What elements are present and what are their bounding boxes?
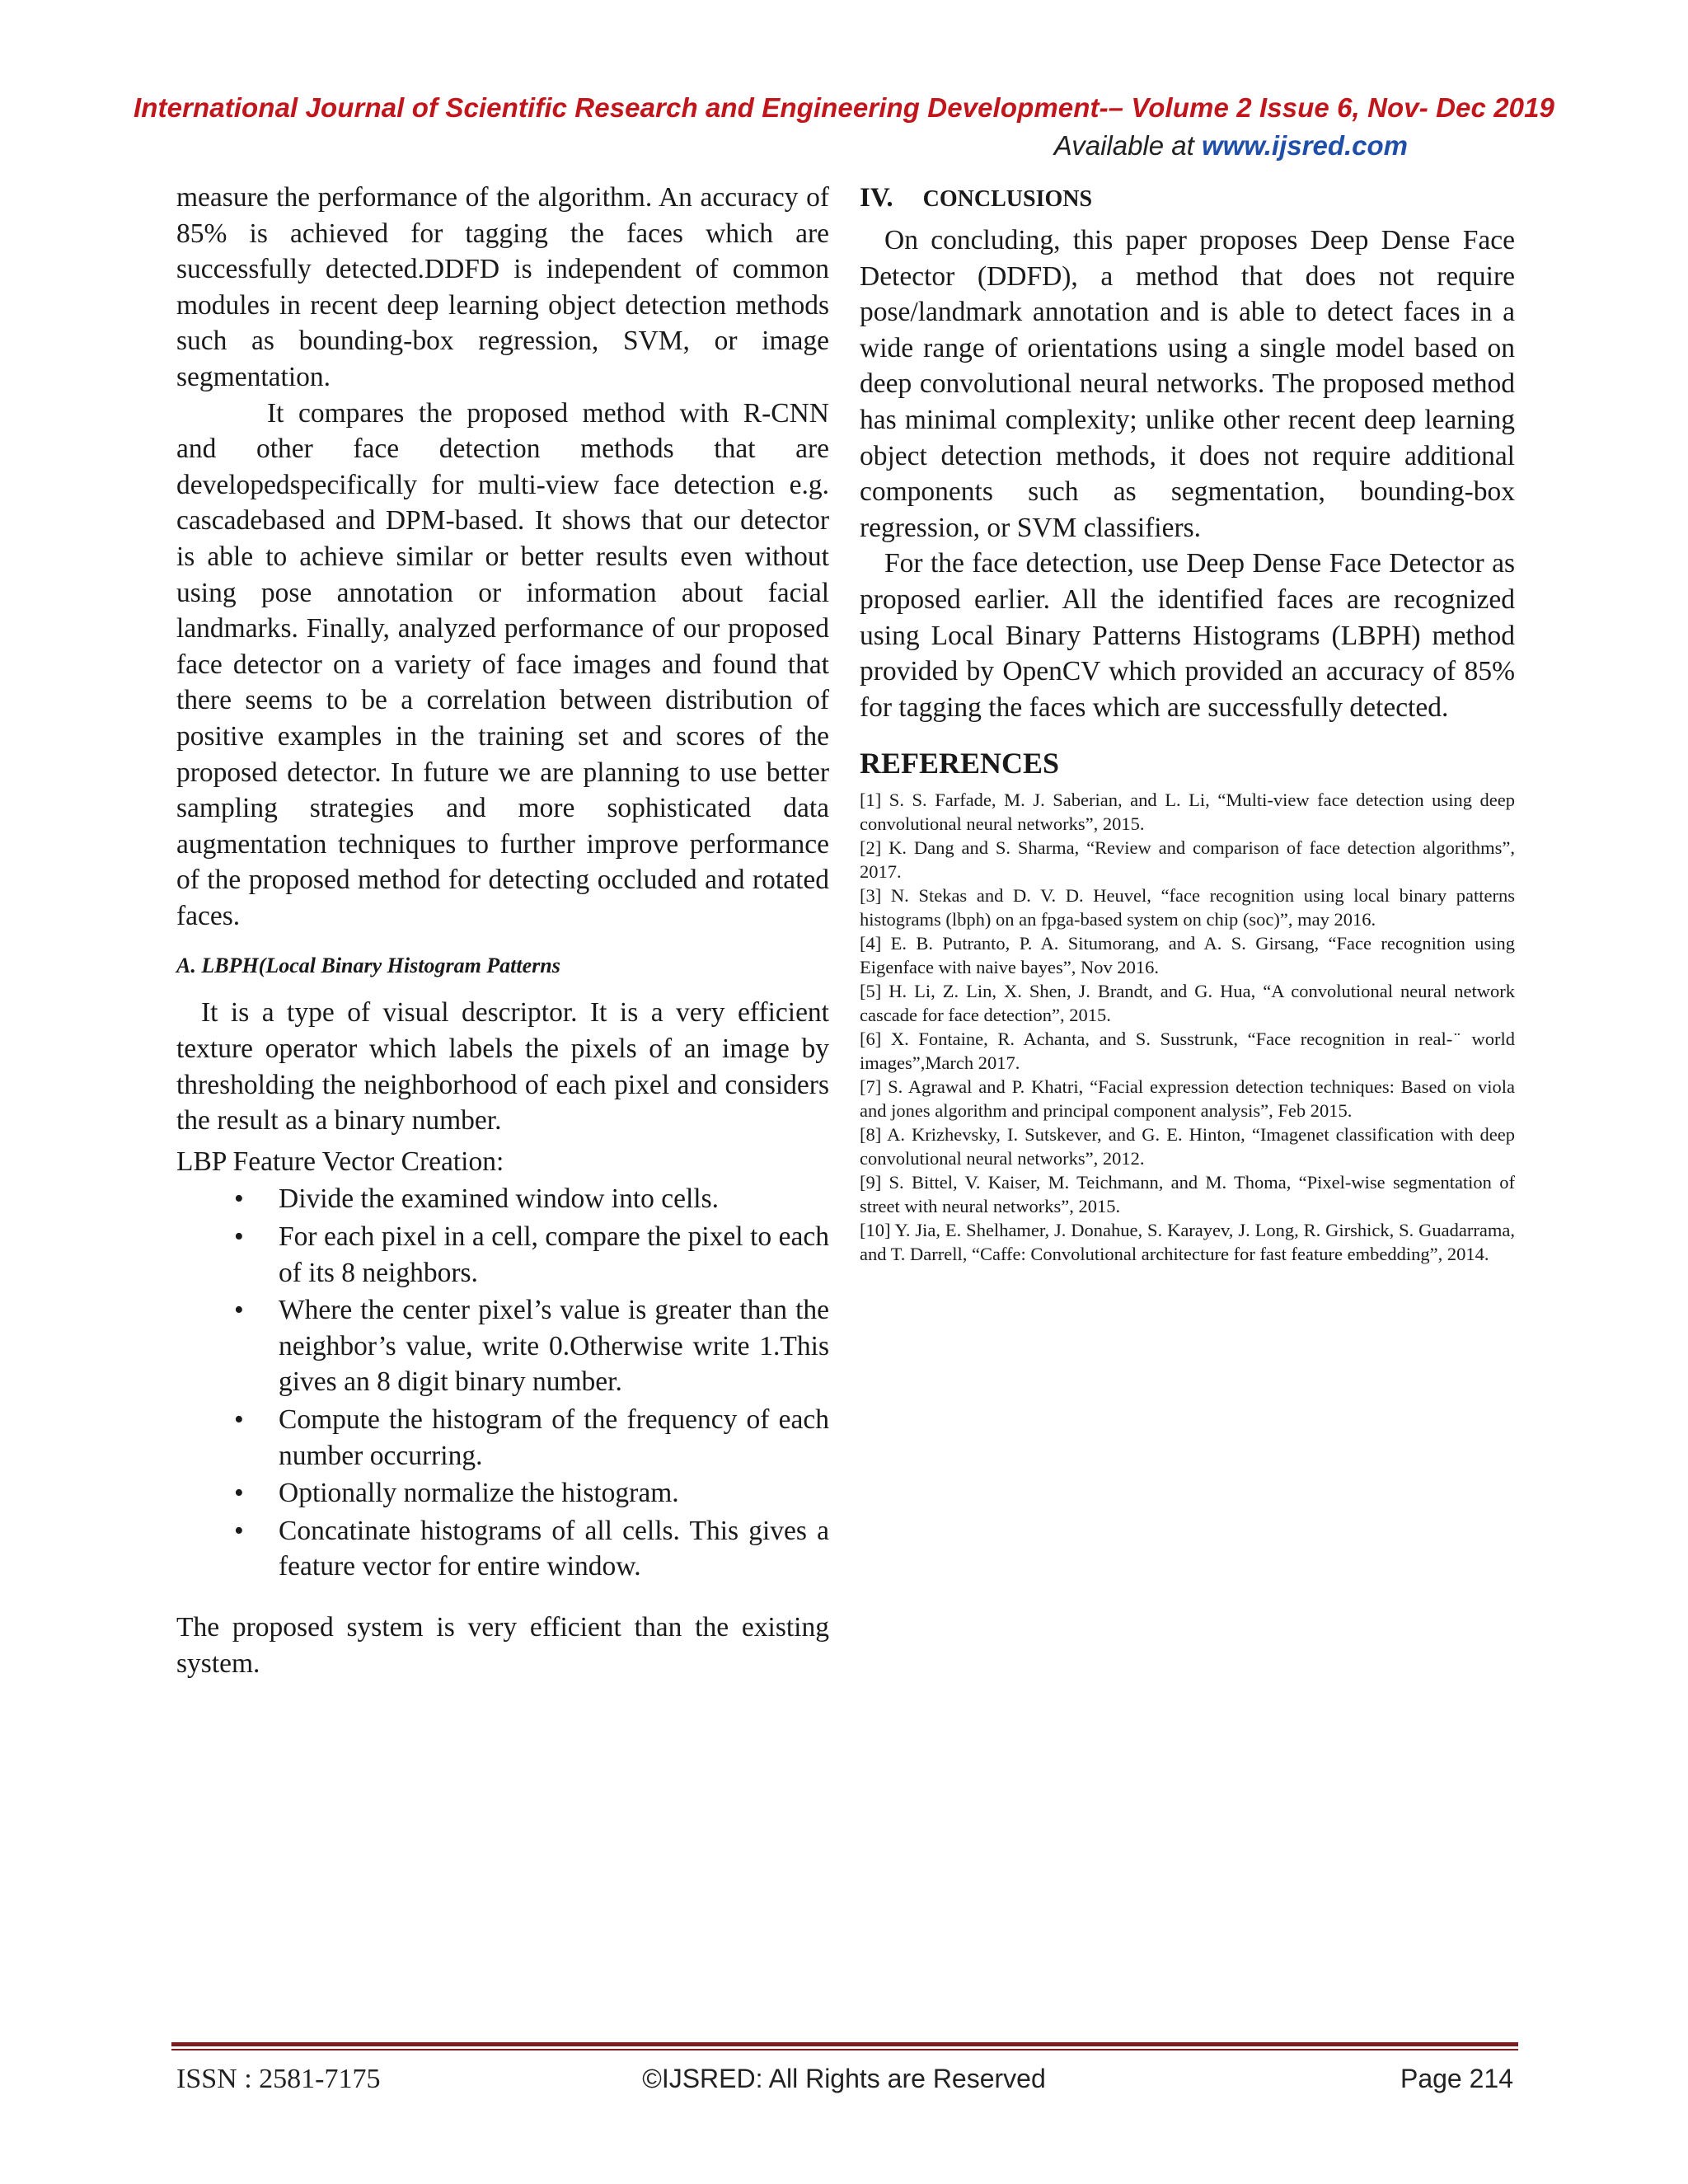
lbp-feature-title: LBP Feature Vector Creation: [176, 1146, 504, 1177]
paragraph-efficiency: The proposed system is very efficient than the existing system. [176, 1611, 829, 1679]
paragraph-comparison: It compares the proposed method with R-CNN and other face detection methods that are developedspecifically for multi-view face detection e.g. cascadebased and DPM-based. It shows that our detector is able to achieve similar or better results even without using pose annotation or information about facial landmarks. Finally, analyzed performance of our proposed face detector on a variety of face images and found that there seems to be a correlation between distribution of positive examples in the training set and scores of the proposed detector. In future we are planning to use better sampling strategies and more sophisticated data augmentation techniques to further improve performance of the proposed method for detecting occluded and rotated faces. [176, 397, 829, 931]
lbp-steps-list [234, 1181, 829, 1585]
section-title: CONCLUSIONS [922, 186, 1093, 212]
reference-item: [10] Y. Jia, E. Shelhamer, J. Donahue, S. Karayev, J. Long, R. Girshick, S. Guadarrama, and T. Darrell, “Caffe: Convolutional architecture for fast feature embedding”, 2014. [860, 1220, 1515, 1265]
reference-item: [3] N. Stekas and D. V. D. Heuvel, “face recognition using local binary patterns histograms (lbph) on an fpga-based system on chip (soc)”, may 2016. [860, 885, 1515, 930]
bullet-icon: • [234, 1515, 244, 1546]
footer-issn: ISSN : 2581-7175 [176, 2064, 381, 2094]
list-item: • Compute the histogram of the frequency of each number occurring. [234, 1402, 829, 1474]
reference-item: [9] S. Bittel, V. Kaiser, M. Teichmann, and M. Thoma, “Pixel-wise segmentation of street with neural networks”, 2015. [860, 1172, 1515, 1217]
bullet-icon: • [234, 1404, 244, 1435]
reference-item: [5] H. Li, Z. Lin, X. Shen, J. Brandt, and G. Hua, “A convolutional neural network cascade for face detection”, 2015. [860, 981, 1515, 1026]
available-prefix: Available at [1053, 130, 1202, 161]
bullet-icon: • [234, 1295, 244, 1326]
subsection-heading-lbph: A. LBPH(Local Binary Histogram Patterns [176, 954, 560, 978]
footer-rights: ©IJSRED: All Rights are Reserved [642, 2064, 1046, 2093]
list-item: • Optionally normalize the histogram. [234, 1475, 829, 1511]
paragraph-face-detection: For the face detection, use Deep Dense Face Detector as proposed earlier. All the identified faces are recognized using Local Binary Patterns Histograms (LBPH) method provided by OpenCV which provided an accuracy of 85% for tagging the faces which are successfully detected. [860, 548, 1515, 723]
reference-item: [1] S. S. Farfade, M. J. Saberian, and L. Li, “Multi-view face detection using deep convolutional neural networks”, 2015. [860, 790, 1515, 835]
left-column [176, 180, 829, 1681]
bullet-icon: • [234, 1478, 244, 1509]
availability-line [1054, 130, 1408, 162]
journal-website-link[interactable]: www.ijsred.com [1201, 130, 1408, 161]
right-column [860, 180, 1515, 1266]
reference-item: [6] X. Fontaine, R. Achanta, and S. Susstrunk, “Face recognition in real- ̈ world images”,March 2017. [860, 1029, 1515, 1074]
journal-header: International Journal of Scientific Research and Engineering Development-– Volume 2 Issue 6, Nov- Dec 2019 [133, 92, 1555, 123]
paragraph-lbp-descriptor: It is a type of visual descriptor. It is a very efficient texture operator which labels the pixels of an image by thresholding the neighborhood of each pixel and considers the result as a binary number. [176, 997, 829, 1137]
paragraph-conclusion: On concluding, this paper proposes Deep Dense Face Detector (DDFD), a method that does not require pose/landmark annotation and is able to detect faces in a wide range of orientations using a single model based on deep convolutional neural networks. The proposed method has minimal complexity; unlike other recent deep learning object detection methods, it does not require additional components such as segmentation, bounding-box regression, or SVM classifiers. [860, 225, 1515, 543]
list-item: • Where the center pixel’s value is greater than the neighbor’s value, write 0.Otherwise write 1.This gives an 8 digit binary number. [234, 1292, 829, 1400]
bullet-icon: • [234, 1183, 244, 1215]
footer-divider [171, 2042, 1518, 2046]
footer-page-number: Page 214 [1400, 2064, 1513, 2093]
reference-item: [4] E. B. Putranto, P. A. Situmorang, and A. S. Girsang, “Face recognition using Eigenface with naive bayes”, Nov 2016. [860, 933, 1515, 978]
list-item: • For each pixel in a cell, compare the pixel to each of its 8 neighbors. [234, 1219, 829, 1291]
reference-item: [7] S. Agrawal and P. Khatri, “Facial expression detection techniques: Based on viola and jones algorithm and principal component analysis”, Feb 2015. [860, 1076, 1515, 1122]
section-heading-conclusions [860, 180, 1515, 221]
bullet-icon: • [234, 1221, 244, 1253]
paragraph-performance: measure the performance of the algorithm. An accuracy of 85% is achieved for tagging the faces which are successfully detected.DDFD is independent of common modules in recent deep learning object detection methods such as bounding-box regression, SVM, or image segmentation. [176, 182, 829, 392]
list-item: • Concatinate histograms of all cells. This gives a feature vector for entire window. [234, 1513, 829, 1585]
reference-item: [2] K. Dang and S. Sharma, “Review and comparison of face detection algorithms”, 2017. [860, 837, 1515, 883]
references-heading: REFERENCES [860, 747, 1060, 780]
reference-item: [8] A. Krizhevsky, I. Sutskever, and G. E. Hinton, “Imagenet classification with deep convolutional neural networks”, 2012. [860, 1124, 1515, 1169]
references-list [860, 788, 1515, 1266]
section-number: IV. [860, 183, 893, 213]
footer-divider-thin [171, 2049, 1518, 2050]
list-item: • Divide the examined window into cells. [234, 1181, 829, 1217]
